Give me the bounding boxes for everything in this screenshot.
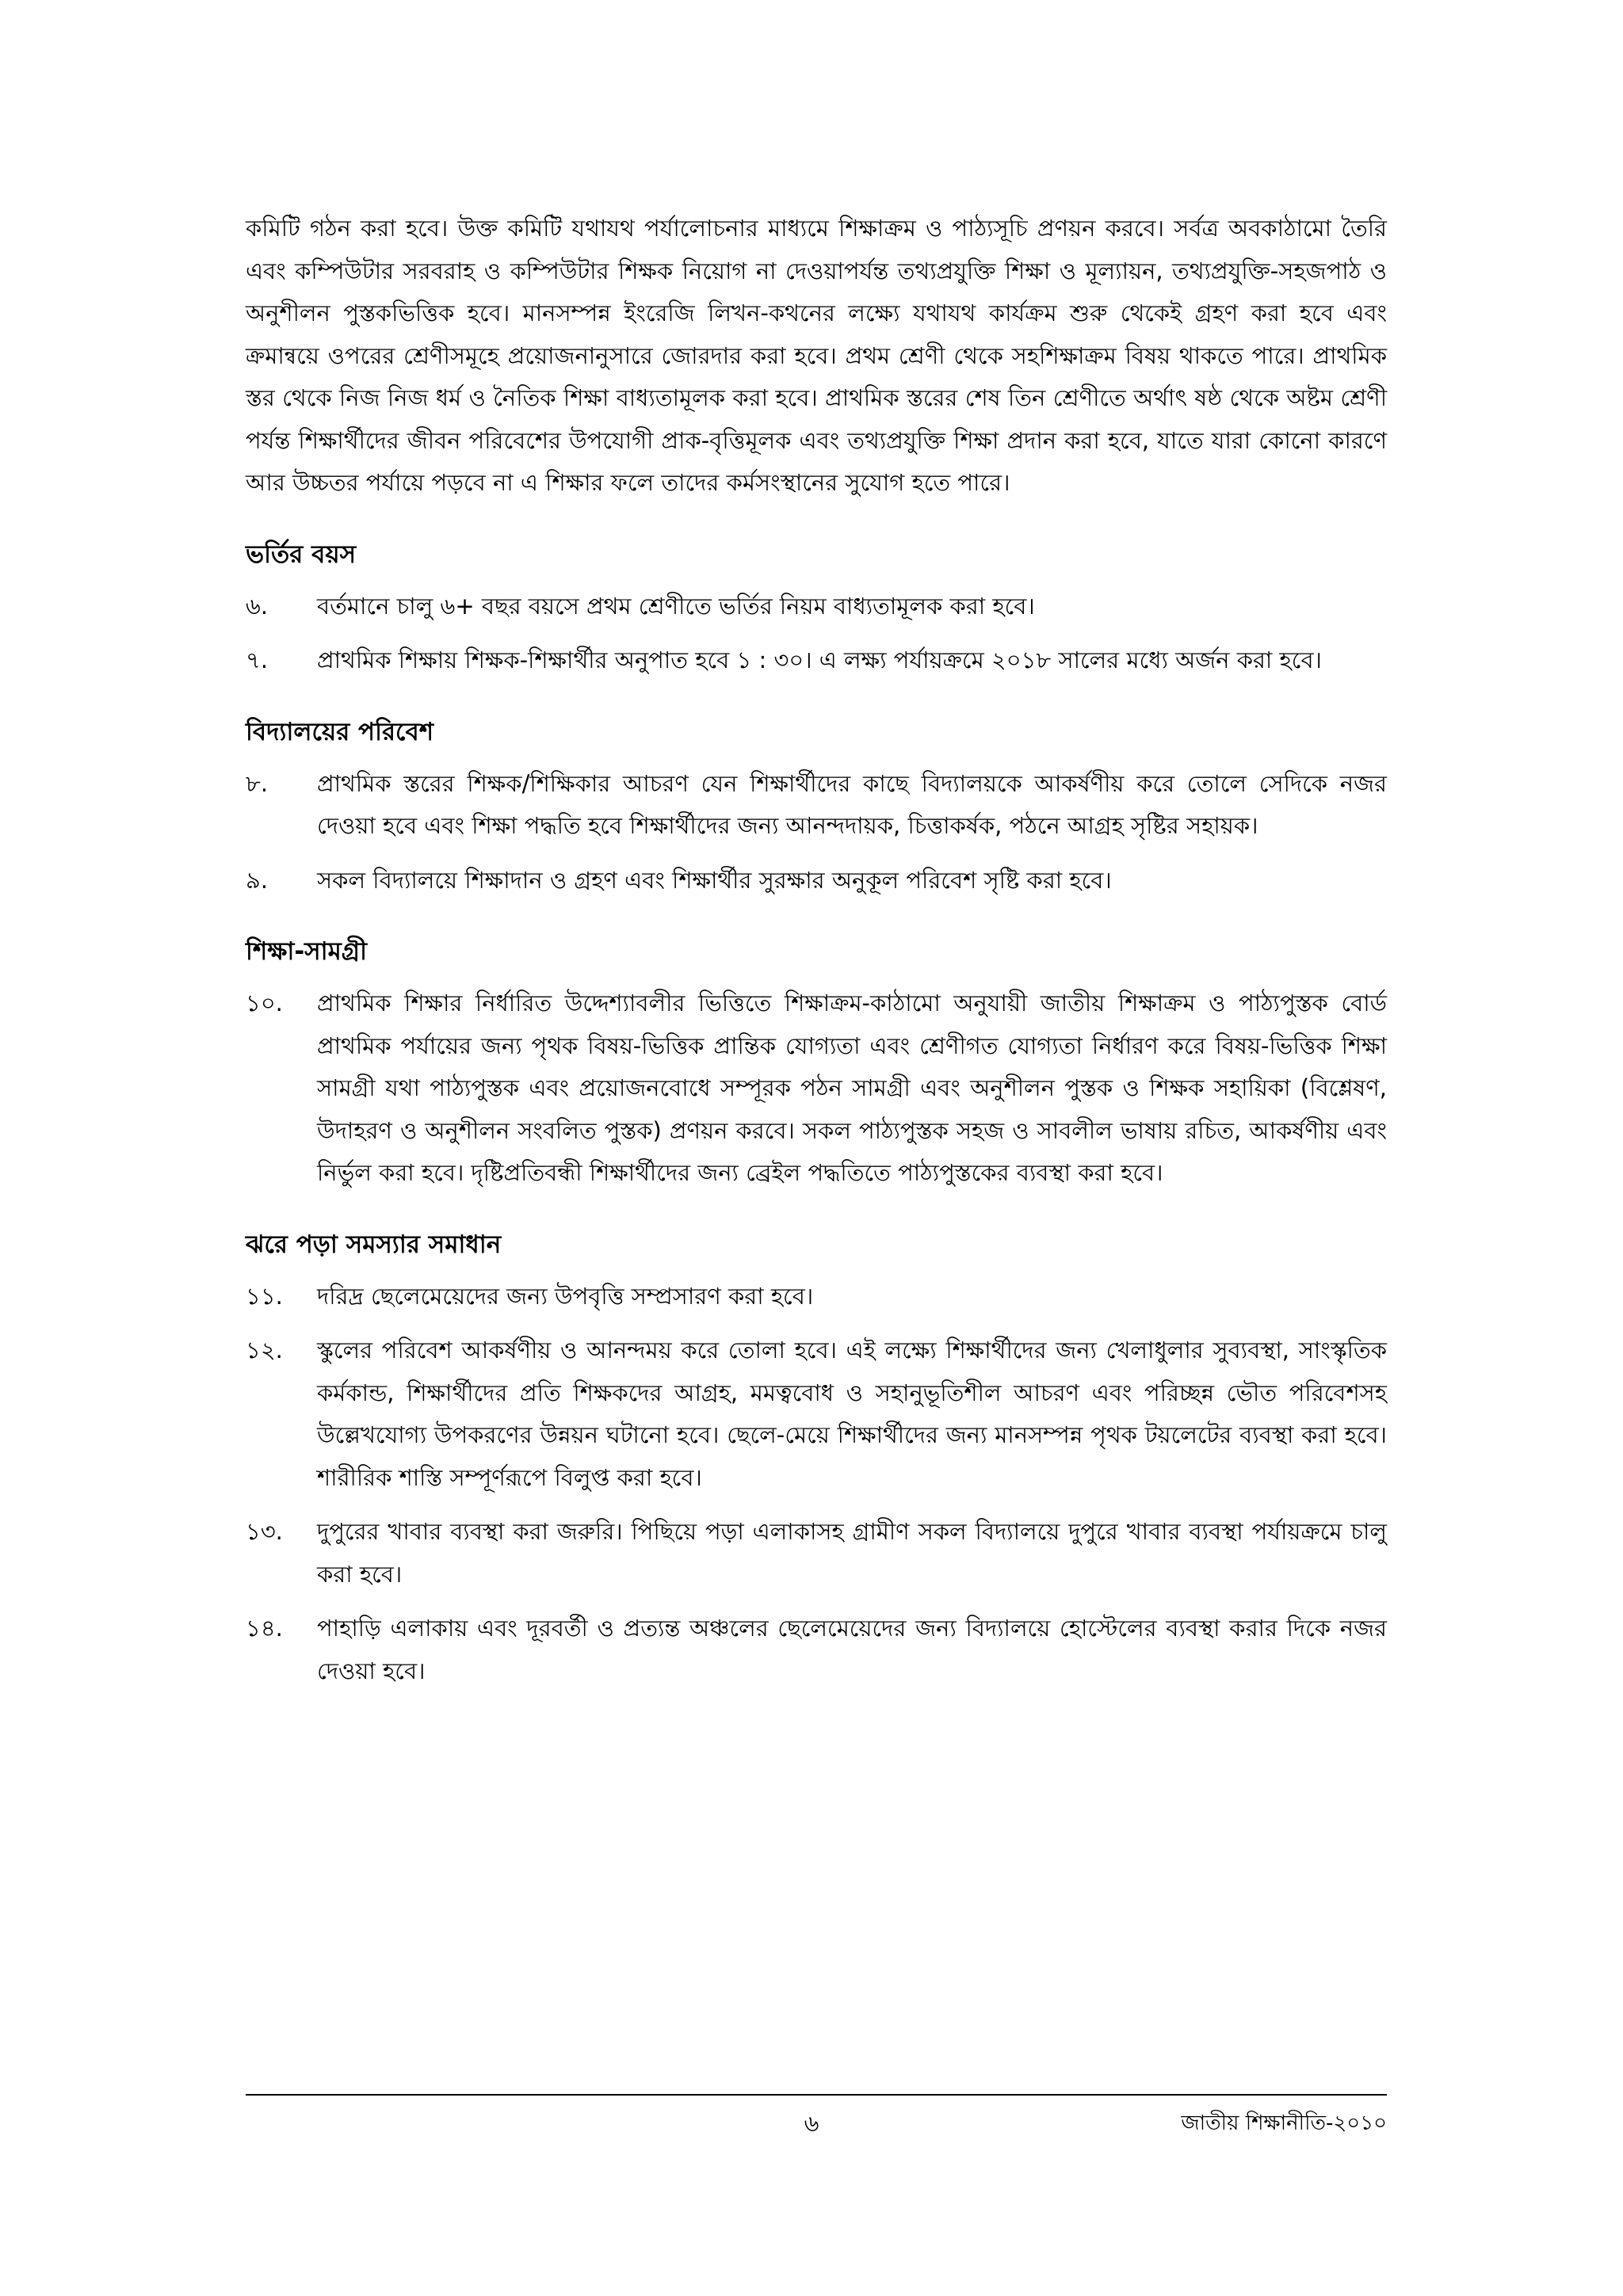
item-text: দুপুরের খাবার ব্যবস্থা করা জরুরি। পিছিয়ে পড়া এলাকাসহ গ্রামীণ সকল বিদ্যালয়ে দুপুরে খাবার ব্যবস্থা পর্যায়ক্রমে চালু করা হবে। xyxy=(317,1518,1387,1588)
item-number: ১০. xyxy=(246,990,283,1016)
list-item xyxy=(246,1608,1387,1692)
item-text: সকল বিদ্যালয়ে শিক্ষাদান ও গ্রহণ এবং শিক্ষার্থীর সুরক্ষার অনুকূল পরিবেশ সৃষ্টি করা হবে। xyxy=(317,866,1112,894)
item-text: প্রাথমিক শিক্ষার নির্ধারিত উদ্দেশ্যাবলীর ভিত্তিতে শিক্ষাক্রম-কাঠামো অনুযায়ী জাতীয় শিক্ষাক্রম ও পাঠ্যপুস্তক বোর্ড প্রাথমিক পর্যায়ের জন্য পৃথক বিষয়-ভিত্তিক প্রান্তিক যোগ্যতা এবং শ্রেণীগত যোগ্যতা নির্ধারণ করে বিষয়-ভিত্তিক শিক্ষা সামগ্রী যথা পাঠ্যপুস্তক এবং প্রয়োজনবোধে সম্পূরক পঠন সামগ্রী এবং অনুশীলন পুস্তক ও শিক্ষক সহায়িকা (বিশ্লেষণ, উদাহরণ ও অনুশীলন সংবলিত পুস্তক) প্রণয়ন করবে। সকল পাঠ্যপুস্তক সহজ ও সাবলীল ভাষায় রচিত, আকর্ষণীয় এবং নির্ভুল করা হবে। দৃষ্টিপ্রতিবন্ধী শিক্ষার্থীদের জন্য ব্রেইল পদ্ধতিতে পাঠ্যপুস্তকের ব্যবস্থা করা হবে। xyxy=(317,990,1387,1186)
list-item xyxy=(246,1329,1387,1499)
document-title: জাতীয় শিক্ষানীতি-২০১০ xyxy=(1181,2111,1387,2135)
intro-paragraph: কমিটি গঠন করা হবে। উক্ত কমিটি যথাযথ পর্যালোচনার মাধ্যমে শিক্ষাক্রম ও পাঠ্যসূচি প্রণয়ন করবে। সর্বত্র অবকাঠামো তৈরি এবং কম্পিউটার সরবরাহ ও কম্পিউটার শিক্ষক নিয়োগ না দেওয়াপর্যন্ত তথ্যপ্রযুক্তি শিক্ষা ও মূল্যায়ন, তথ্যপ্রযুক্তি-সহজপাঠ ও অনুশীলন পুস্তকভিত্তিক হবে। মানসম্পন্ন ইংরেজি লিখন-কথনের লক্ষ্যে যথাযথ কার্যক্রম শুরু থেকেই গ্রহণ করা হবে এবং ক্রমান্বয়ে ওপরের শ্রেণীসমূহে প্রয়োজনানুসারে জোরদার করা হবে। প্রথম শ্রেণী থেকে সহশিক্ষাক্রম বিষয় থাকতে পারে। প্রাথমিক স্তর থেকে নিজ নিজ ধর্ম ও নৈতিক শিক্ষা বাধ্যতামূলক করা হবে। প্রাথমিক স্তরের শেষ তিন শ্রেণীতে অর্থাৎ ষষ্ঠ থেকে অষ্টম শ্রেণী পর্যন্ত শিক্ষার্থীদের জীবন পরিবেশের উপযোগী প্রাক-বৃত্তিমূলক এবং তথ্যপ্রযুক্তি শিক্ষা প্রদান করা হবে, যাতে যারা কোনো কারণে আর উচ্চতর পর্যায়ে পড়বে না এ শিক্ষার ফলে তাদের কর্মসংস্থানের সুযোগ হতে পারে। xyxy=(246,215,1387,496)
section-heading: বিদ্যালয়ের পরিবেশ xyxy=(246,717,434,746)
section-heading: ভর্তির বয়স xyxy=(246,540,357,569)
page-number: ৬ xyxy=(804,2110,819,2137)
list-item xyxy=(246,639,1387,682)
item-text: স্কুলের পরিবেশ আকর্ষণীয় ও আনন্দময় করে তোলা হবে। এই লক্ষ্যে শিক্ষার্থীদের জন্য খেলাধুলার সুব্যবস্থা, সাংস্কৃতিক কর্মকান্ড, শিক্ষার্থীদের প্রতি শিক্ষকদের আগ্রহ, মমত্ববোধ ও সহানুভূতিশীল আচরণ এবং পরিচ্ছন্ন ভৌত পরিবেশসহ উল্লেখযোগ্য উপকরণের উন্নয়ন ঘটানো হবে। ছেলে-মেয়ে শিক্ষার্থীদের জন্য মানসম্পন্ন পৃথক টয়লেটের ব্যবস্থা করা হবে। শারীরিক শাস্তি সম্পূর্ণরূপে বিলুপ্ত করা হবে। xyxy=(317,1337,1387,1491)
list-item xyxy=(246,763,1387,848)
item-text: পাহাড়ি এলাকায় এবং দূরবর্তী ও প্রত্যন্ত অঞ্চলের ছেলেমেয়েদের জন্য বিদ্যালয়ে হোস্টেলের ব্যবস্থা করার দিকে নজর দেওয়া হবে। xyxy=(317,1615,1387,1684)
list-item xyxy=(246,1511,1387,1596)
item-number: ১১. xyxy=(246,1282,283,1310)
document-page xyxy=(246,208,1387,1704)
item-text: বর্তমানে চালু ৬+ বছর বয়সে প্রথম শ্রেণীতে ভর্তির নিয়ম বাধ্যতামূলক করা হবে। xyxy=(317,592,1035,620)
item-text: দরিদ্র ছেলেমেয়েদের জন্য উপবৃত্তি সম্প্রসারণ করা হবে। xyxy=(317,1282,814,1310)
list-item xyxy=(246,860,1387,902)
list-item xyxy=(246,982,1387,1195)
footer-divider xyxy=(246,2094,1387,2096)
item-number: ১২. xyxy=(246,1337,283,1363)
section-admission-age xyxy=(246,535,1387,682)
item-number: ৮. xyxy=(246,769,269,797)
item-text: প্রাথমিক স্তরের শিক্ষক/শিক্ষিকার আচরণ যেন শিক্ষার্থীদের কাছে বিদ্যালয়কে আকর্ষণীয় করে তোলে সেদিকে নজর দেওয়া হবে এবং শিক্ষা পদ্ধতি হবে শিক্ষার্থীদের জন্য আনন্দদায়ক, চিত্তাকর্ষক, পঠনে আগ্রহ সৃষ্টির সহায়ক। xyxy=(317,769,1387,839)
item-number: ৯. xyxy=(246,866,269,894)
item-number: ৭. xyxy=(246,646,269,673)
section-school-environment xyxy=(246,712,1387,902)
list-item xyxy=(246,1276,1387,1318)
item-text: প্রাথমিক শিক্ষায় শিক্ষক-শিক্ষার্থীর অনুপাত হবে ১ : ৩০। এ লক্ষ্য পর্যায়ক্রমে ২০১৮ সালের মধ্যে অর্জন করা হবে। xyxy=(317,646,1322,673)
section-dropout-solution xyxy=(246,1225,1387,1693)
item-number: ১৪. xyxy=(246,1615,283,1642)
section-heading: শিক্ষা-সামগ্রী xyxy=(246,937,367,966)
section-heading: ঝরে পড়া সমস্যার সমাধান xyxy=(246,1230,502,1259)
list-item xyxy=(246,585,1387,628)
section-educational-materials xyxy=(246,932,1387,1195)
item-number: ১৩. xyxy=(246,1518,283,1545)
item-number: ৬. xyxy=(246,592,269,620)
